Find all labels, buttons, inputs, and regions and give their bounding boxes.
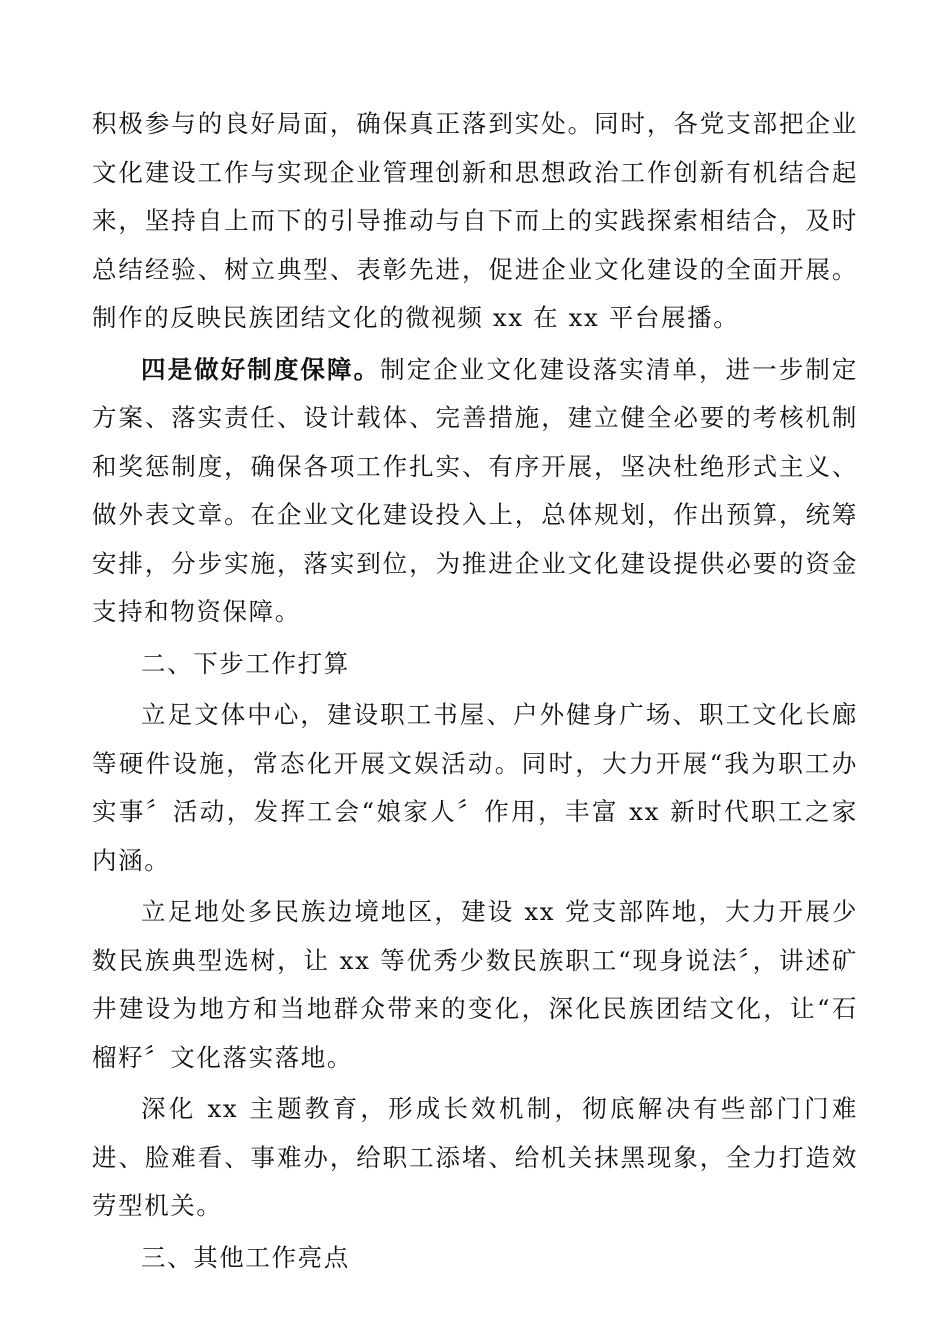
section-heading-next-steps: 二、下步工作打算 [141, 648, 350, 678]
paragraph-theme-education: 深化 xx 主题教育，形成长效机制，彻底解决有些部门门难进、脸难看、事难办，给职工添堵、给机关抹黑现象，全力打造效劳型机关。 [92, 1094, 858, 1220]
section-heading-other-highlights: 三、其他工作亮点 [141, 1242, 350, 1272]
paragraph-continued: 积极参与的良好局面，确保真正落到实处。同时，各党支部把企业文化建设工作与实现企业管理创新和思想政治工作创新有机结合起来，坚持自上而下的引导推动与自下而上的实践探索相结合，及时总结经验、树立典型、表彰先进，促进企业文化建设的全面开展。制作的反映民族团结文化的微视频 xx 在 xx 平台展播。 [92, 109, 858, 332]
paragraph-body: 制定企业文化建设落实清单，进一步制定方案、落实责任、设计载体、完善措施，建立健全必要的考核机制和奖惩制度，确保各项工作扎实、有序开展，坚决杜绝形式主义、做外表文章。在企业文化建设投入上，总体规划，作出预算，统筹安排，分步实施，落实到位，为推进企业文化建设提供必要的资金支持和物资保障。 [92, 354, 858, 626]
paragraph-system-guarantee [92, 346, 858, 637]
paragraph-ethnic-unity: 立足地处多民族边境地区，建设 xx 党支部阵地，大力开展少数民族典型选树，让 xx 等优秀少数民族职工“现身说法〞，讲述矿井建设为地方和当地群众带来的变化，深化民族团结文化，让“石榴籽〞文化落实落地。 [92, 897, 858, 1072]
paragraph-lead-bold: 四是做好制度保障。 [141, 354, 381, 384]
paragraph-culture-center: 立足文体中心，建设职工书屋、户外健身广场、职工文化长廊等硬件设施，常态化开展文娱活动。同时，大力开展“我为职工办实事〞活动，发挥工会“娘家人〞作用，丰富 xx 新时代职工之家内涵。 [92, 700, 858, 875]
